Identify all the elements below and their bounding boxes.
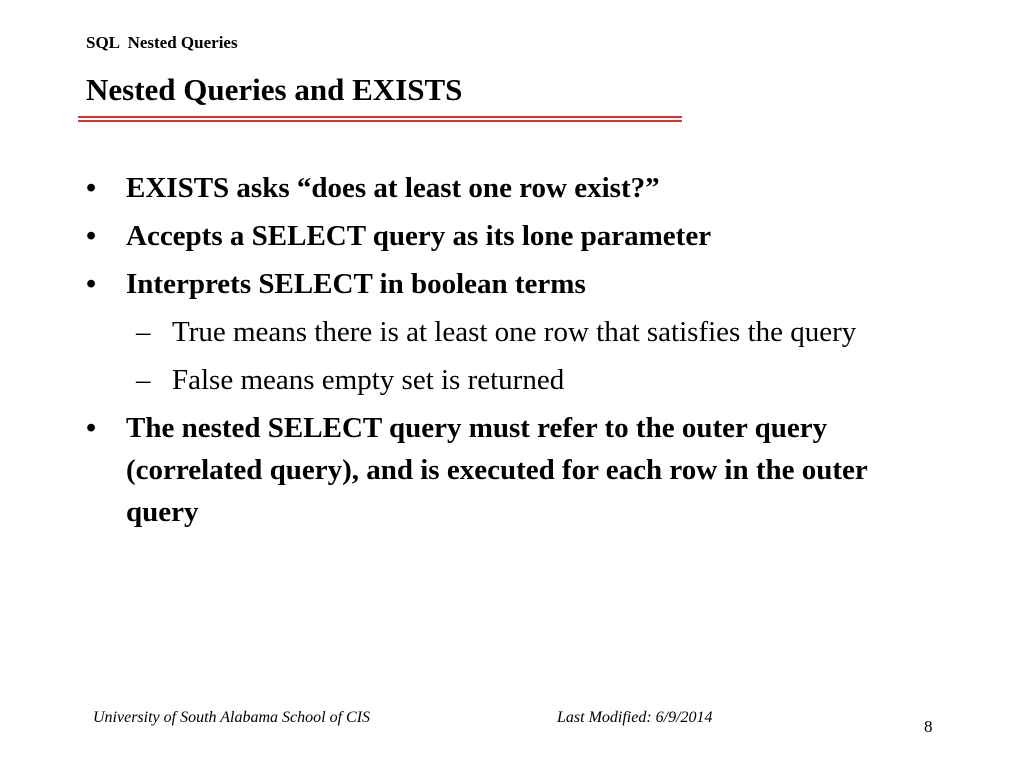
bullet-marker: • [86, 220, 97, 252]
bullet-marker: • [86, 172, 97, 204]
footer-last-modified: Last Modified: 6/9/2014 [557, 709, 713, 726]
sub-bullet-item [86, 359, 936, 401]
bullet-item [86, 215, 936, 257]
slide-title: Nested Queries and EXISTS [86, 72, 463, 107]
sub-bullet-item [86, 311, 936, 353]
title-underline-bottom-line [78, 120, 682, 122]
bullet-text: EXISTS asks “does at least one row exist?” [126, 172, 660, 204]
bullet-marker: • [86, 412, 97, 444]
bullet-item [86, 263, 936, 305]
bullet-text: Accepts a SELECT query as its lone parameter [126, 220, 712, 252]
bullet-item [86, 167, 936, 209]
section-label: SQL Nested Queries [86, 33, 238, 52]
bullet-list [86, 167, 936, 539]
title-underline [78, 116, 682, 122]
sub-bullet-text: False means empty set is returned [172, 364, 565, 396]
dash-marker: – [136, 316, 151, 348]
title-underline-top-line [78, 116, 682, 118]
footer-institution: University of South Alabama School of CIS [93, 709, 371, 726]
bullet-text: Interprets SELECT in boolean terms [126, 268, 586, 300]
sub-bullet-text: True means there is at least one row that satisfies the query [172, 316, 857, 348]
page-number: 8 [924, 717, 933, 736]
bullet-text: The nested SELECT query must refer to the outer query (correlated query), and is executed for each row in the outer query [126, 412, 868, 528]
bullet-marker: • [86, 268, 97, 300]
bullet-item [86, 407, 936, 533]
dash-marker: – [136, 364, 151, 396]
